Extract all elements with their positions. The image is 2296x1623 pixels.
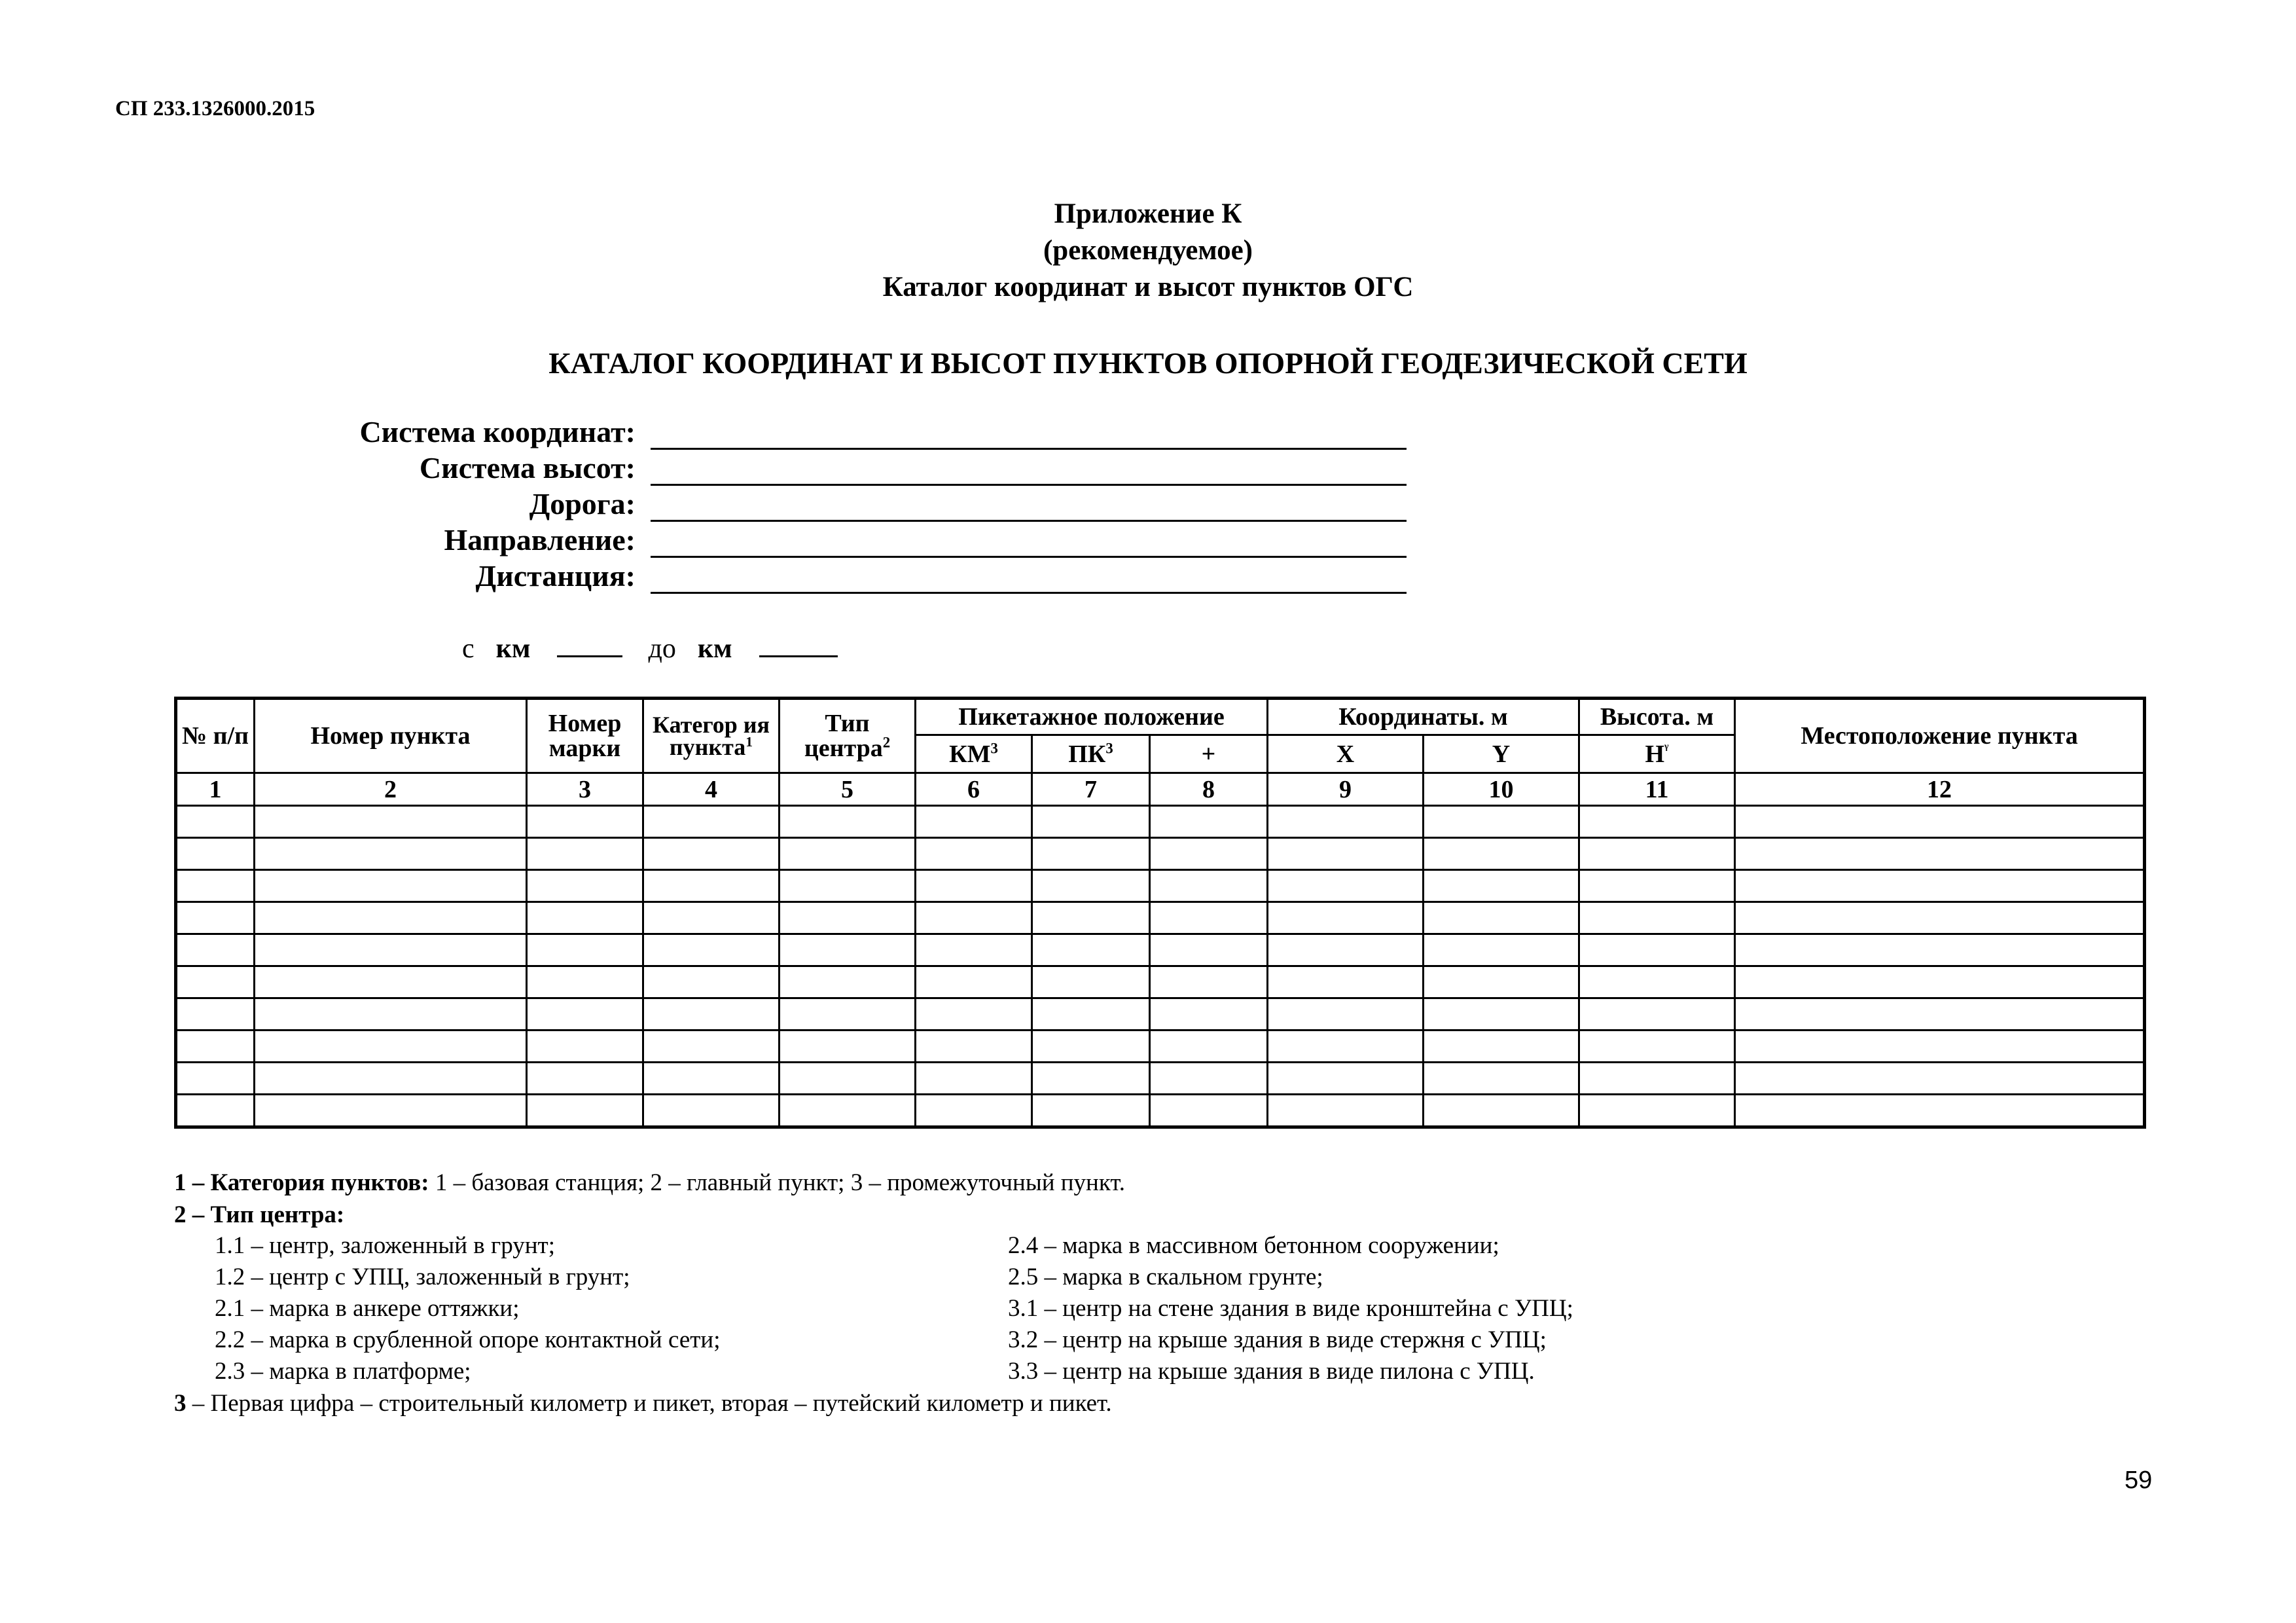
table-cell[interactable] — [1735, 1030, 2145, 1063]
table-cell[interactable] — [176, 870, 255, 902]
table-cell[interactable] — [1735, 806, 2145, 838]
table-row — [176, 838, 2145, 870]
header-x: X — [1268, 735, 1424, 773]
table-cell[interactable] — [1735, 1095, 2145, 1127]
table-cell[interactable] — [1735, 838, 2145, 870]
table-cell[interactable] — [916, 934, 1032, 966]
column-number-9: 9 — [1268, 773, 1424, 806]
field-line-road[interactable] — [651, 520, 1407, 522]
table-cell[interactable] — [255, 806, 527, 838]
table-cell[interactable] — [1735, 934, 2145, 966]
header-plus: + — [1150, 735, 1268, 773]
header-category — [643, 699, 780, 773]
table-cell[interactable] — [1735, 998, 2145, 1030]
table-cell[interactable] — [1268, 870, 1424, 902]
table-cell[interactable] — [1579, 838, 1735, 870]
table-cell[interactable] — [916, 902, 1032, 934]
table-cell[interactable] — [527, 1030, 643, 1063]
table-cell[interactable] — [1579, 1063, 1735, 1095]
document-code: СП 233.1326000.2015 — [115, 97, 315, 120]
table-cell[interactable] — [1735, 870, 2145, 902]
table-cell[interactable] — [255, 966, 527, 998]
header-h-text: H — [1645, 740, 1665, 768]
table-cell[interactable] — [1150, 1095, 1268, 1127]
table-cell[interactable] — [780, 998, 916, 1030]
table-cell[interactable] — [916, 966, 1032, 998]
field-label-distance: Дистанция: — [475, 559, 636, 593]
header-center-type — [780, 699, 916, 773]
table-row — [176, 966, 2145, 998]
table-cell[interactable] — [527, 998, 643, 1030]
table-cell[interactable] — [1032, 998, 1150, 1030]
header-pk-sup: 3 — [1105, 739, 1113, 756]
field-label-road: Дорога: — [529, 487, 636, 520]
footnote-2-item: 2.1 – марка в анкере оттяжки; — [215, 1295, 520, 1322]
table-cell[interactable] — [1150, 838, 1268, 870]
table-cell[interactable] — [916, 1095, 1032, 1127]
table-cell[interactable] — [1032, 806, 1150, 838]
table-cell[interactable] — [1150, 1063, 1268, 1095]
table-row — [176, 902, 2145, 934]
table-cell[interactable] — [1268, 1063, 1424, 1095]
table-cell[interactable] — [780, 934, 916, 966]
table-cell[interactable] — [176, 998, 255, 1030]
table-cell[interactable] — [1424, 998, 1579, 1030]
table-cell[interactable] — [643, 934, 780, 966]
column-number-5: 5 — [780, 773, 916, 806]
table-cell[interactable] — [1735, 1063, 2145, 1095]
table-cell[interactable] — [780, 870, 916, 902]
range-to-label: до — [648, 634, 676, 664]
table-cell[interactable] — [1579, 1095, 1735, 1127]
column-number-11: 11 — [1579, 773, 1735, 806]
table-cell[interactable] — [643, 966, 780, 998]
table-cell[interactable] — [1579, 966, 1735, 998]
table-row — [176, 1063, 2145, 1095]
column-number-4: 4 — [643, 773, 780, 806]
table-cell[interactable] — [1032, 1063, 1150, 1095]
footnote-2-item: 1.2 – центр с УПЦ, заложенный в грунт; — [215, 1264, 630, 1290]
footnote-2-item: 1.1 – центр, заложенный в грунт; — [215, 1232, 555, 1259]
column-number-12: 12 — [1735, 773, 2145, 806]
header-category-text: Категор ия пункта — [652, 711, 770, 760]
range-km-label-1: км — [495, 634, 531, 664]
table-cell[interactable] — [643, 998, 780, 1030]
footnote-2-item: 3.1 – центр на стене здания в виде кронштейна с УПЦ; — [1008, 1295, 1573, 1322]
table-cell[interactable] — [1268, 838, 1424, 870]
table-cell[interactable] — [176, 934, 255, 966]
appendix-heading: Приложение К — [1054, 198, 1242, 229]
table-cell[interactable] — [1032, 934, 1150, 966]
header-coordinates: Координаты. м — [1268, 699, 1579, 735]
table-cell[interactable] — [176, 1030, 255, 1063]
footnote-3-label: 3 — [174, 1390, 187, 1417]
table-cell[interactable] — [1150, 966, 1268, 998]
page-number: 59 — [2125, 1467, 2153, 1494]
catalog-title: КАТАЛОГ КООРДИНАТ И ВЫСОТ ПУНКТОВ ОПОРНОЙ ГЕОДЕЗИЧЕСКОЙ СЕТИ — [548, 346, 1748, 380]
footnote-3 — [174, 1389, 1112, 1417]
column-number-3: 3 — [527, 773, 643, 806]
header-location: Местоположение пункта — [1735, 699, 2145, 773]
footnote-2-item: 3.2 – центр на крыше здания в виде стержня с УПЦ; — [1008, 1326, 1547, 1353]
table-cell[interactable] — [780, 1063, 916, 1095]
table-cell[interactable] — [916, 870, 1032, 902]
table-cell[interactable] — [1424, 1063, 1579, 1095]
footnote-2-item: 3.3 – центр на крыше здания в виде пилона с УПЦ. — [1008, 1358, 1535, 1385]
table-cell[interactable] — [176, 1095, 255, 1127]
table-cell[interactable] — [1424, 870, 1579, 902]
footnote-2-item: 2.4 – марка в массивном бетонном сооружении; — [1008, 1232, 1499, 1259]
table-row — [176, 806, 2145, 838]
table-row — [176, 870, 2145, 902]
table-cell[interactable] — [643, 838, 780, 870]
table-row — [176, 934, 2145, 966]
table-cell[interactable] — [1424, 966, 1579, 998]
table-cell[interactable] — [255, 998, 527, 1030]
footnote-2-item: 2.3 – марка в платформе; — [215, 1358, 471, 1385]
table-cell[interactable] — [255, 1063, 527, 1095]
table-cell[interactable] — [176, 806, 255, 838]
table-cell[interactable] — [1424, 902, 1579, 934]
table-cell[interactable] — [527, 934, 643, 966]
table-row — [176, 1030, 2145, 1063]
table-cell[interactable] — [916, 998, 1032, 1030]
table-cell[interactable] — [1579, 1030, 1735, 1063]
table-cell[interactable] — [1579, 870, 1735, 902]
header-height: Высота. м — [1579, 699, 1735, 735]
header-center-type-text: Тип центра — [804, 710, 883, 762]
table-cell[interactable] — [527, 870, 643, 902]
table-cell[interactable] — [176, 1063, 255, 1095]
footnote-2-item: 2.2 – марка в срубленной опоре контактной сети; — [215, 1326, 721, 1353]
header-pk — [1032, 735, 1150, 773]
footnote-1-label: 1 – Категория пунктов: — [174, 1169, 429, 1196]
table-cell[interactable] — [643, 870, 780, 902]
table-cell[interactable] — [255, 838, 527, 870]
table-cell[interactable] — [643, 1030, 780, 1063]
column-number-10: 10 — [1424, 773, 1579, 806]
table-cell[interactable] — [1424, 934, 1579, 966]
table-cell[interactable] — [527, 838, 643, 870]
table-cell[interactable] — [255, 934, 527, 966]
table-cell[interactable] — [1150, 902, 1268, 934]
table-cell[interactable] — [527, 1063, 643, 1095]
field-line-distance[interactable] — [651, 592, 1407, 594]
table-cell[interactable] — [780, 838, 916, 870]
table-cell[interactable] — [527, 902, 643, 934]
table-cell[interactable] — [527, 806, 643, 838]
header-mark-number: Номер марки — [527, 699, 643, 773]
table-cell[interactable] — [255, 1030, 527, 1063]
table-cell[interactable] — [176, 966, 255, 998]
table-cell[interactable] — [1424, 1030, 1579, 1063]
range-km-label-2: км — [697, 634, 732, 664]
table-cell[interactable] — [1579, 934, 1735, 966]
field-label-coordinate-system: Система координат: — [359, 415, 636, 448]
table-cell[interactable] — [1268, 966, 1424, 998]
footnote-1-text: 1 – базовая станция; 2 – главный пункт; 3 – промежуточный пункт. — [429, 1169, 1125, 1196]
header-number: № п/п — [176, 699, 255, 773]
header-km-text: КМ — [949, 740, 991, 768]
table-cell[interactable] — [1579, 806, 1735, 838]
table-cell[interactable] — [1032, 1095, 1150, 1127]
table-cell[interactable] — [1268, 806, 1424, 838]
table-cell[interactable] — [255, 902, 527, 934]
header-pk-text: ПК — [1068, 740, 1106, 768]
table-cell[interactable] — [176, 902, 255, 934]
footnote-2-label: 2 – Тип центра: — [174, 1201, 345, 1228]
table-cell[interactable] — [1579, 902, 1735, 934]
table-cell[interactable] — [1268, 902, 1424, 934]
table-row — [176, 998, 2145, 1030]
header-category-sup: 1 — [745, 734, 753, 750]
range-from-blank[interactable] — [557, 632, 622, 657]
header-h — [1579, 735, 1735, 773]
appendix-title: Каталог координат и высот пунктов ОГС — [882, 272, 1414, 302]
table-cell[interactable] — [1150, 870, 1268, 902]
table-cell[interactable] — [916, 838, 1032, 870]
table-cell[interactable] — [1579, 998, 1735, 1030]
table-cell[interactable] — [780, 902, 916, 934]
footnote-2-item: 2.5 – марка в скальном грунте; — [1008, 1264, 1323, 1290]
table-cell[interactable] — [1032, 902, 1150, 934]
table-cell[interactable] — [1032, 966, 1150, 998]
header-y: Y — [1424, 735, 1579, 773]
table-cell[interactable] — [1424, 838, 1579, 870]
table-cell[interactable] — [1424, 806, 1579, 838]
table-cell[interactable] — [1268, 1095, 1424, 1127]
header-h-sup: ᵞ — [1664, 739, 1669, 756]
table-cell[interactable] — [1150, 1030, 1268, 1063]
table-cell[interactable] — [255, 1095, 527, 1127]
table-cell[interactable] — [1032, 1030, 1150, 1063]
range-to-blank[interactable] — [759, 632, 838, 657]
table-cell[interactable] — [780, 1095, 916, 1127]
column-number-7: 7 — [1032, 773, 1150, 806]
table-cell[interactable] — [916, 1063, 1032, 1095]
header-km-sup: 3 — [990, 739, 998, 756]
field-line-coordinate-system[interactable] — [651, 448, 1407, 450]
column-number-2: 2 — [255, 773, 527, 806]
table-cell[interactable] — [1032, 870, 1150, 902]
appendix-status: (рекомендуемое) — [1043, 235, 1253, 266]
field-line-direction[interactable] — [651, 556, 1407, 558]
column-number-1: 1 — [176, 773, 255, 806]
field-label-height-system: Система высот: — [419, 451, 636, 484]
table-cell[interactable] — [255, 870, 527, 902]
table-cell[interactable] — [916, 806, 1032, 838]
header-point-number: Номер пункта — [255, 699, 527, 773]
column-number-6: 6 — [916, 773, 1032, 806]
table-cell[interactable] — [1268, 998, 1424, 1030]
table-cell[interactable] — [527, 966, 643, 998]
table-cell[interactable] — [1032, 838, 1150, 870]
field-line-height-system[interactable] — [651, 484, 1407, 486]
table-cell[interactable] — [780, 966, 916, 998]
footnote-3-text: – Первая цифра – строительный километр и пикет, вторая – путейский километр и пикет. — [186, 1390, 1112, 1417]
table-cell[interactable] — [1150, 998, 1268, 1030]
table-cell[interactable] — [1150, 806, 1268, 838]
header-km — [916, 735, 1032, 773]
table-cell[interactable] — [643, 1095, 780, 1127]
table-cell[interactable] — [176, 838, 255, 870]
range-from-label: с — [462, 634, 475, 664]
header-center-type-sup: 2 — [882, 734, 891, 751]
table-cell[interactable] — [1735, 902, 2145, 934]
table-cell[interactable] — [780, 1030, 916, 1063]
header-picket-position: Пикетажное положение — [916, 699, 1268, 735]
km-range — [462, 632, 838, 665]
table-cell[interactable] — [643, 902, 780, 934]
table-cell[interactable] — [916, 1030, 1032, 1063]
table-cell[interactable] — [1268, 934, 1424, 966]
table-body — [176, 806, 2145, 1127]
table-cell[interactable] — [643, 806, 780, 838]
catalog-table — [174, 697, 2146, 1129]
table-cell[interactable] — [780, 806, 916, 838]
table-cell[interactable] — [1424, 1095, 1579, 1127]
table-cell[interactable] — [1735, 966, 2145, 998]
footnote-1 — [174, 1169, 1125, 1197]
column-number-8: 8 — [1150, 773, 1268, 806]
table-row — [176, 1095, 2145, 1127]
field-label-direction: Направление: — [444, 523, 636, 556]
table-cell[interactable] — [1150, 934, 1268, 966]
table-cell[interactable] — [643, 1063, 780, 1095]
table-cell[interactable] — [527, 1095, 643, 1127]
table-cell[interactable] — [1268, 1030, 1424, 1063]
